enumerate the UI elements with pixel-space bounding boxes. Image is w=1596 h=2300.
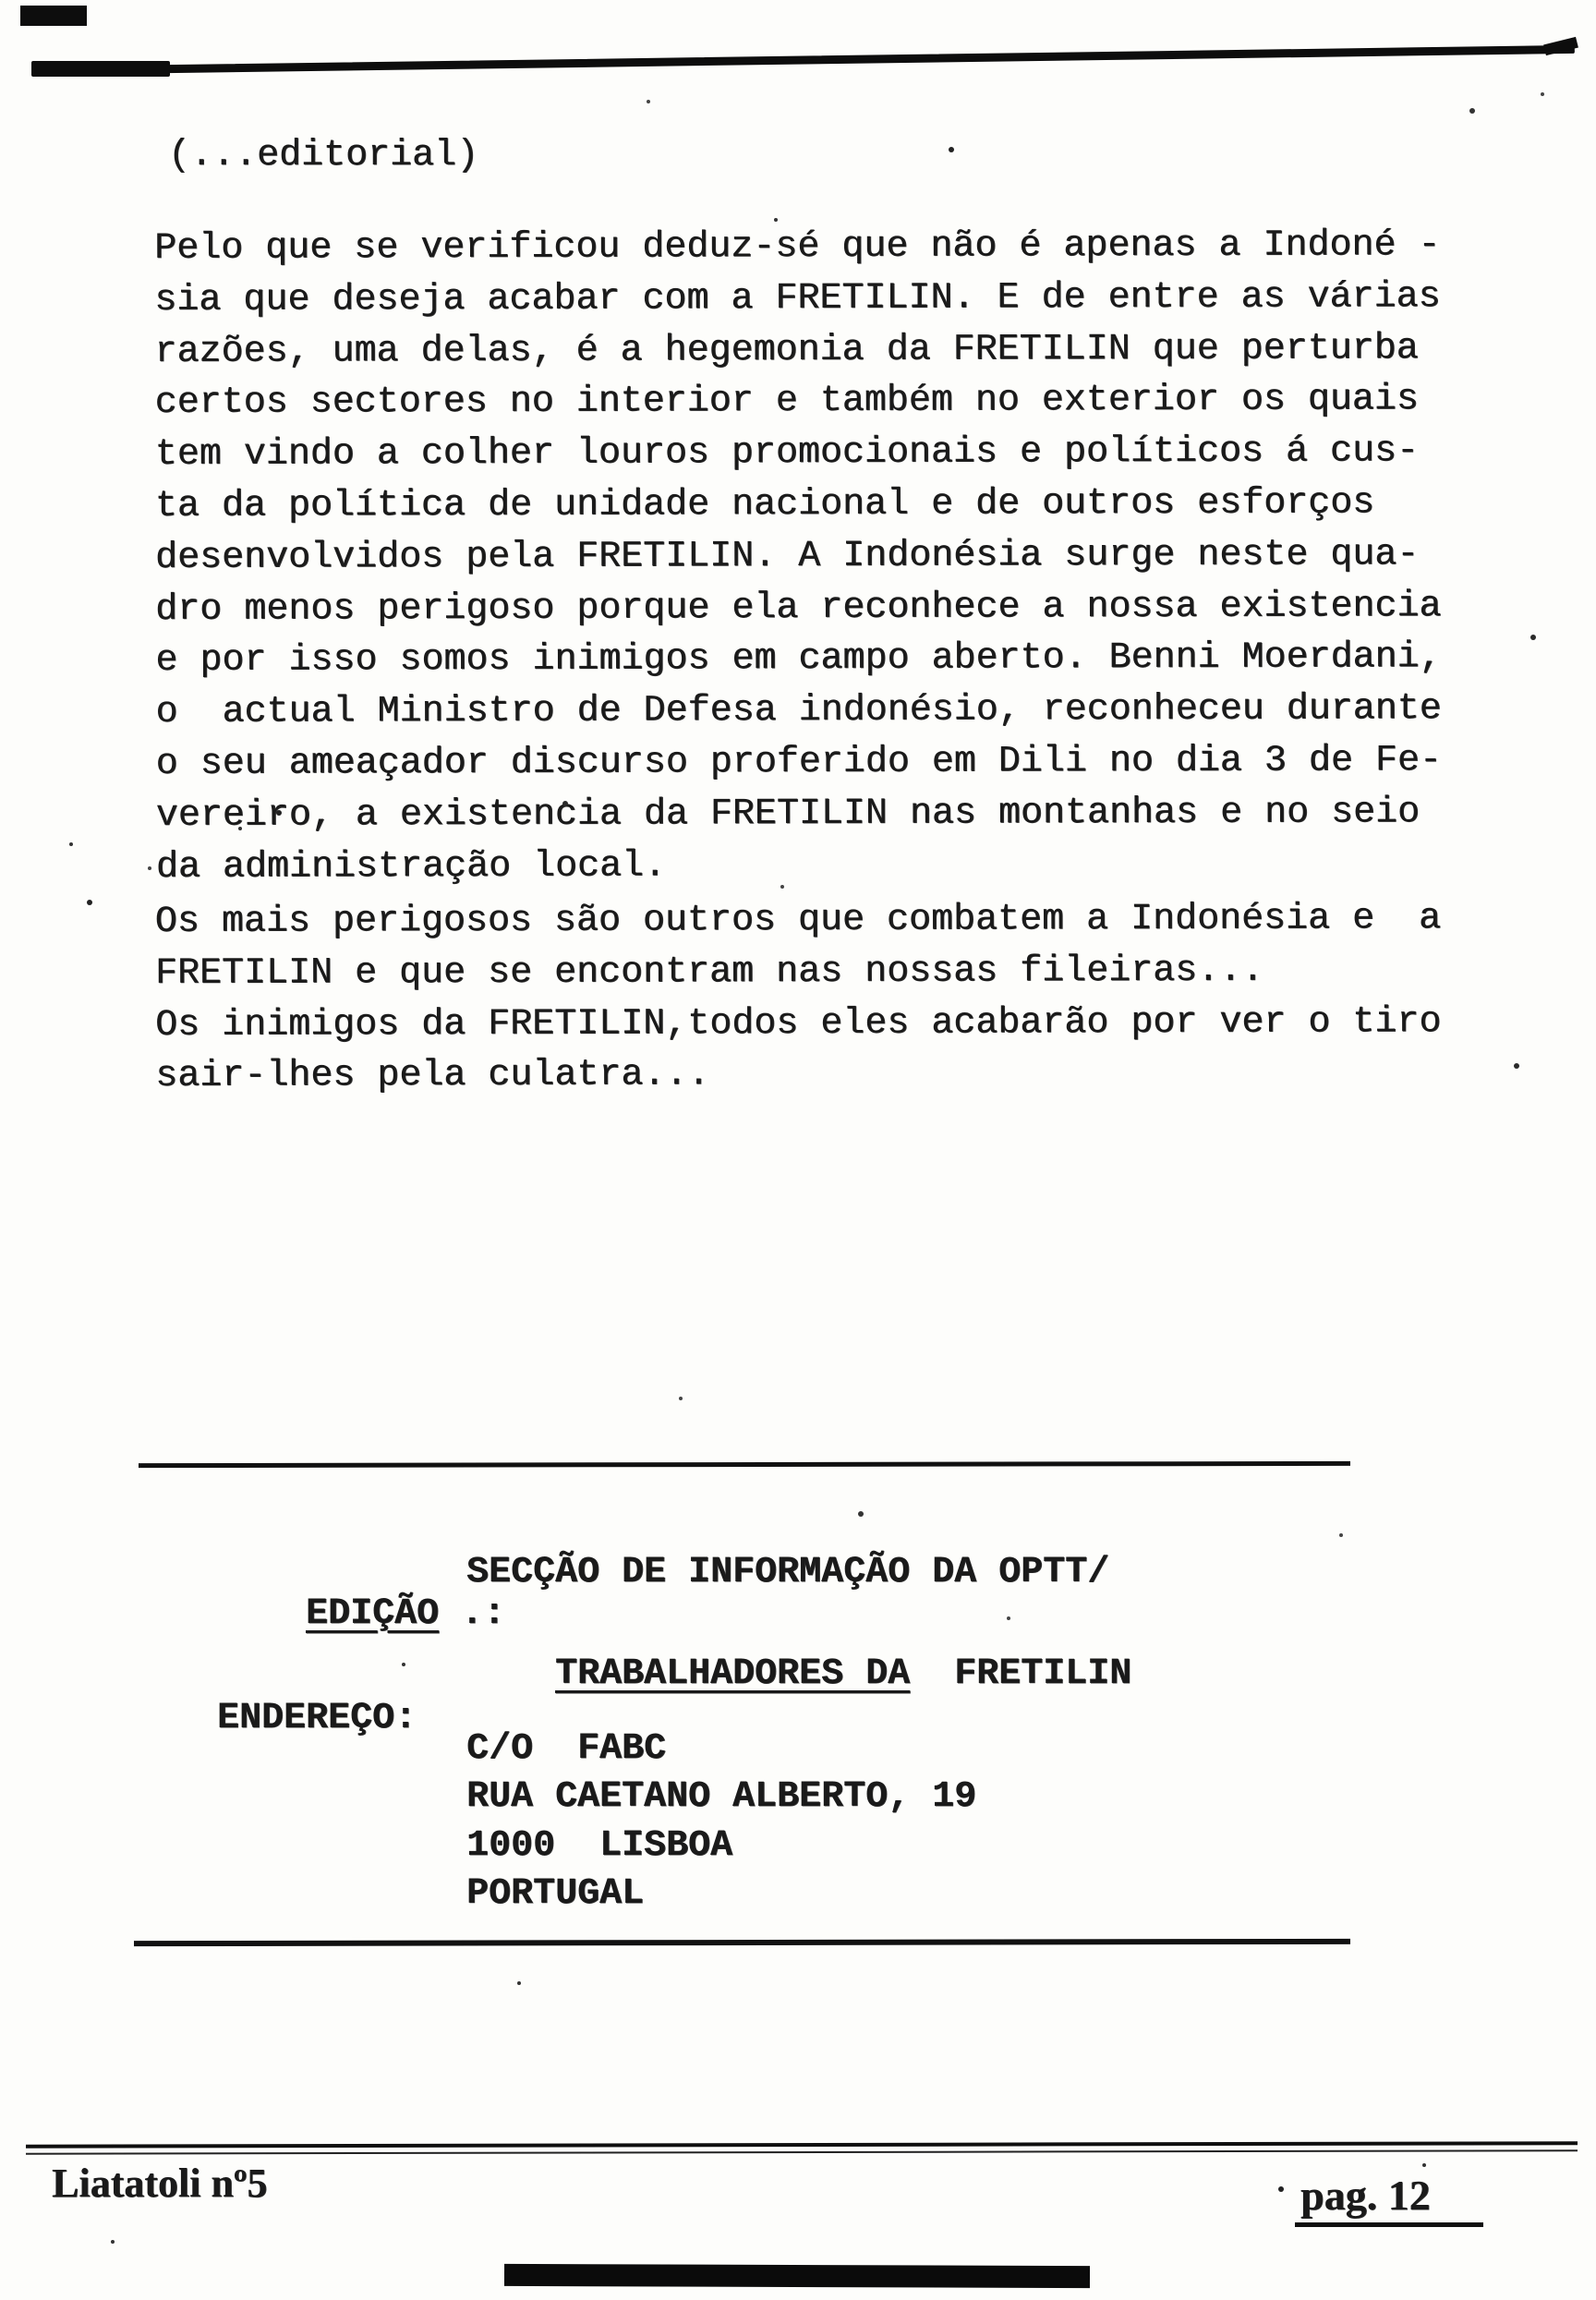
address-line-country: PORTUGAL — [466, 1873, 645, 1916]
body-line: Os mais perigosos são outros que combatem a Indonésia e a — [154, 898, 1442, 943]
footer-rule-thick — [26, 2141, 1578, 2149]
edition-label-colon: .: — [439, 1593, 506, 1635]
scan-corner-mark — [20, 6, 87, 26]
body-line: o seu ameaçador discurso proferido em Dili no dia 3 de Fe- — [155, 740, 1442, 785]
scan-edge-top — [46, 45, 1575, 75]
address-block — [466, 1725, 976, 1919]
body-line: Os inimigos da FRETILIN,todos eles acabarão por ver o tiro — [155, 1000, 1442, 1047]
scan-edge-top-left — [31, 61, 170, 77]
edition-org-line2-underlined: TRABALHADORES DA — [555, 1653, 911, 1695]
page-number-underline — [1295, 2222, 1483, 2227]
editorial-heading: (...editorial) — [168, 135, 479, 176]
body-line: da administração local. — [155, 844, 667, 889]
edition-org-line1: SECÇÃO DE INFORMAÇÃO DA OPTT/ — [466, 1552, 1110, 1593]
address-label: ENDEREÇO: — [217, 1698, 417, 1739]
edition-label-word: EDIÇÃO — [306, 1593, 440, 1635]
body-line: sair-lhes pela culatra... — [155, 1054, 710, 1098]
footer-rule-thin — [26, 2149, 1578, 2155]
scan-noise-specks — [0, 0, 4, 4]
body-line: vereiro, a existencia da FRETILIN nas montanhas e no seio — [155, 792, 1421, 837]
scan-edge-bottom — [504, 2264, 1090, 2288]
body-paragraph — [154, 220, 1442, 893]
body-line: tem vindo a colher louros promocionais e políticos á cus- — [154, 430, 1419, 477]
body-line: desenvolvidos pela FRETILIN. A Indonésia surge neste qua- — [154, 534, 1420, 579]
body-line: FRETILIN e que se encontram nas nossas fileiras... — [154, 950, 1264, 995]
body-line: Pelo que se verificou deduz-sé que não é apenas a Indoné - — [154, 224, 1441, 270]
edition-label — [217, 1552, 505, 1677]
address-line-street: RUA CAETANO ALBERTO, 19 — [466, 1776, 977, 1819]
divider-line-bottom — [134, 1939, 1350, 1946]
body-line: ta da política de unidade nacional e de outros esforços — [154, 482, 1375, 527]
body-paragraph-closing — [155, 893, 1442, 1103]
body-line: o actual Ministro de Defesa indonésio, reconheceu durante — [155, 688, 1442, 733]
body-line: sia que deseja acabar com a FRETILIN. E de entre as várias — [154, 275, 1441, 321]
edition-org-line2-rest: FRETILIN — [910, 1653, 1132, 1695]
body-line: certos sectores no interior e também no exterior os quais — [154, 379, 1419, 425]
publication-title: Liatatoli nº5 — [52, 2161, 268, 2206]
edition-org-line2 — [466, 1612, 1131, 1737]
body-line: razões, uma delas, é a hegemonia da FRETILIN que perturba — [154, 327, 1419, 373]
body-line: dro menos perigoso porque ela reconhece a nossa existencia — [155, 585, 1442, 631]
page-number: pag. 12 — [1300, 2172, 1431, 2219]
address-line-city: 1000 LISBOA — [466, 1824, 733, 1867]
divider-line-top — [139, 1461, 1350, 1468]
body-line: e por isso somos inimigos em campo aberto. Benni Moerdani, — [155, 636, 1442, 683]
address-line-co: C/O FABC — [466, 1728, 667, 1770]
